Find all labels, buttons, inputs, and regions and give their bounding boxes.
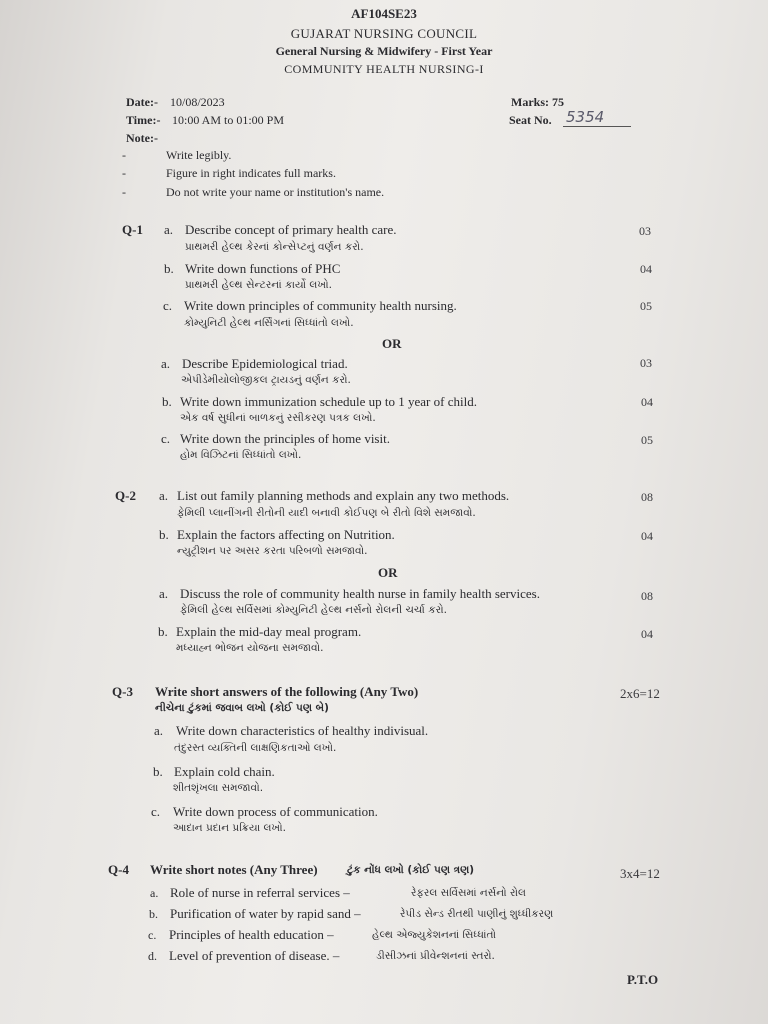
note-bullet: - xyxy=(122,166,126,180)
item-letter: b. xyxy=(149,907,158,921)
date-value: 10/08/2023 xyxy=(170,95,225,109)
question-text-gujarati: એક વર્ષ સુધીનાં બાળકનું રસીકરણ પત્રક લખો. xyxy=(180,412,376,424)
seat-label: Seat No. xyxy=(509,113,552,127)
question-text-gujarati: હોમ વિઝિટનાં સિધ્ધાંતો લખો. xyxy=(180,449,302,461)
question-text: Purification of water by rapid sand – xyxy=(170,906,361,921)
question-text-gujarati: રેફરલ સર્વિસમાં નર્સનો રોલ xyxy=(411,887,526,899)
marks-total: Marks: 75 xyxy=(511,95,564,109)
date-label: Date:- xyxy=(126,95,158,109)
question-text-gujarati: આદાન પ્રદાન પ્રક્રિયા લખો. xyxy=(173,822,287,834)
item-letter: b. xyxy=(153,764,163,779)
item-marks: 03 xyxy=(639,224,651,238)
seat-underline xyxy=(563,126,631,127)
item-marks: 08 xyxy=(641,490,653,504)
question-text-gujarati: શીતશૃંખલા સમજાવો. xyxy=(173,782,264,794)
question-marks: 3x4=12 xyxy=(620,866,660,881)
or-divider: OR xyxy=(382,336,402,351)
item-letter: c. xyxy=(151,804,161,819)
question-text: Explain the mid-day meal program. xyxy=(176,624,362,639)
item-marks: 05 xyxy=(641,433,653,447)
question-text: Principles of health education – xyxy=(169,927,334,942)
question-number: Q-1 xyxy=(122,222,143,237)
question-text-gujarati: કોમ્યુનિટી હેલ્થ નર્સિંગનાં સિધ્ધાંતો લખો. xyxy=(184,317,354,329)
question-marks: 2x6=12 xyxy=(620,686,660,701)
item-letter: a. xyxy=(164,222,174,237)
item-letter: a. xyxy=(150,886,159,900)
question-text: Write down functions of PHC xyxy=(185,261,341,276)
item-marks: 04 xyxy=(641,627,653,641)
question-text: Explain cold chain. xyxy=(174,764,275,779)
subject-name: COMMUNITY HEALTH NURSING-I xyxy=(284,62,484,76)
item-letter: c. xyxy=(163,298,173,313)
question-text: Explain the factors affecting on Nutrition. xyxy=(177,527,395,542)
question-text: List out family planning methods and explain any two methods. xyxy=(177,488,510,503)
question-text: Write down characteristics of healthy indivisual. xyxy=(176,723,429,738)
course-name: General Nursing & Midwifery - First Year xyxy=(275,44,493,58)
item-letter: d. xyxy=(148,949,157,963)
question-text: Write down the principles of home visit. xyxy=(180,431,390,446)
note-item: Figure in right indicates full marks. xyxy=(166,166,336,180)
item-letter: c. xyxy=(148,928,157,942)
time-label: Time:- xyxy=(126,113,161,127)
question-text: Write down principles of community health nursing. xyxy=(184,298,457,313)
question-text-gujarati: ફેમિલી હેલ્થ સર્વિસમાં કોમ્યુનિટી હેલ્થ નર્સનો રોલની ચર્ચા કરો. xyxy=(180,604,448,616)
question-number: Q-2 xyxy=(115,488,136,503)
question-text-gujarati: મધ્યાહ્ન ભોજન યોજના સમજાવો. xyxy=(176,642,324,654)
question-text-gujarati: રેપીડ સેન્ડ રીતથી પાણીનું શુધ્ધીકરણ xyxy=(400,908,554,920)
question-text: Role of nurse in referral services – xyxy=(170,885,350,900)
item-letter: a. xyxy=(159,488,169,503)
council-name: GUJARAT NURSING COUNCIL xyxy=(290,26,478,41)
item-marks: 04 xyxy=(640,262,652,276)
time-value: 10:00 AM to 01:00 PM xyxy=(172,113,285,127)
page-turn-note: P.T.O xyxy=(627,972,659,987)
question-text-gujarati: પ્રાથમરી હેલ્થ કેરનાં કોન્સેપ્ટનું વર્ણન કરો. xyxy=(185,241,364,253)
item-letter: a. xyxy=(159,586,169,601)
note-bullet: - xyxy=(122,148,126,162)
item-letter: b. xyxy=(164,261,174,276)
seat-number-handwritten: 5354 xyxy=(566,108,605,126)
item-letter: a. xyxy=(161,356,171,371)
item-marks: 05 xyxy=(640,299,652,313)
note-label: Note:- xyxy=(126,131,158,145)
question-text: Write down immunization schedule up to 1 year of child. xyxy=(180,394,477,409)
question-text-gujarati: ડીસીઝનાં પ્રીવેન્શનનાં સ્તરો. xyxy=(376,950,495,962)
note-item: Do not write your name or institution's name. xyxy=(166,185,385,199)
question-text-gujarati: પ્રાથમરી હેલ્થ સેન્ટરનાં કાર્યો લખો. xyxy=(185,279,332,291)
question-text: Describe Epidemiological triad. xyxy=(182,356,348,371)
item-marks: 03 xyxy=(640,356,652,370)
item-letter: b. xyxy=(162,394,172,409)
question-heading-gujarati: ટુંક નોંધ લખો (કોઈ પણ ત્રણ) xyxy=(347,864,475,876)
item-letter: a. xyxy=(154,723,164,738)
question-text-gujarati: તંદુરસ્ત વ્યક્તિની લાક્ષણિકતાઓ લખો. xyxy=(174,742,337,754)
question-text-gujarati: ન્યુટ્રીશન પર અસર કરતા પરિબળો સમજાવો. xyxy=(177,545,368,557)
note-item: Write legibly. xyxy=(166,148,232,162)
question-heading-gujarati: નીચેના ટુંકમાં જવાબ લખો (કોઈ પણ બે) xyxy=(155,702,329,714)
item-letter: b. xyxy=(159,527,169,542)
item-marks: 04 xyxy=(641,395,653,409)
question-text-gujarati: હેલ્થ એજ્યુકેશનનાં સિધ્ધાંતો xyxy=(372,929,497,941)
question-text-gujarati: એપીડેમીયોલોજીકલ ટ્રાયડનું વર્ણન કરો. xyxy=(181,374,351,386)
paper-code: AF104SE23 xyxy=(351,6,417,21)
question-text-gujarati: ફેમિલી પ્લાનીંગની રીતોની યાદી બનાવી કોઈપણ બે રીતો વિશે સમજાવો. xyxy=(177,507,476,519)
item-marks: 08 xyxy=(641,589,653,603)
question-heading: Write short answers of the following (Any Two) xyxy=(155,684,419,699)
item-letter: c. xyxy=(161,431,171,446)
question-text: Level of prevention of disease. – xyxy=(169,948,340,963)
question-heading: Write short notes (Any Three) xyxy=(150,862,318,877)
item-letter: b. xyxy=(158,624,168,639)
question-number: Q-4 xyxy=(108,862,129,877)
question-text: Write down process of communication. xyxy=(173,804,378,819)
question-text: Describe concept of primary health care. xyxy=(185,222,397,237)
note-bullet: - xyxy=(122,185,126,199)
item-marks: 04 xyxy=(641,529,653,543)
or-divider: OR xyxy=(378,565,398,580)
question-text: Discuss the role of community health nurse in family health services. xyxy=(180,586,540,601)
question-number: Q-3 xyxy=(112,684,133,699)
